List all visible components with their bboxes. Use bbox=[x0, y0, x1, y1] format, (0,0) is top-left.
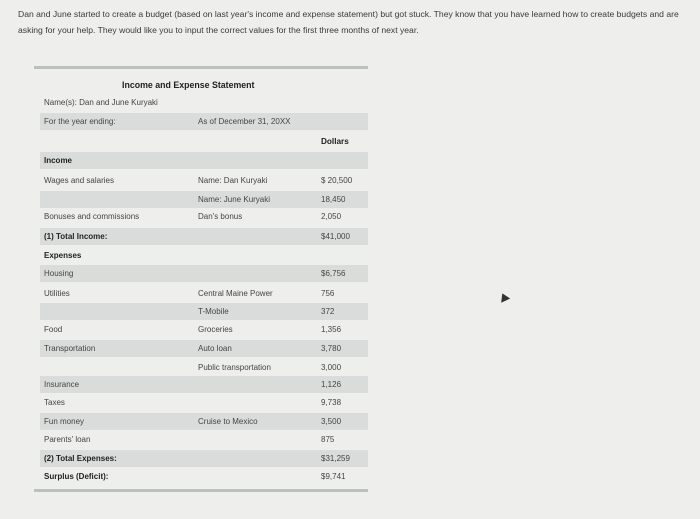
row-label: Taxes bbox=[44, 398, 65, 407]
row-label: Wages and salaries bbox=[44, 176, 114, 185]
statement-row bbox=[40, 431, 368, 448]
row-amount: $6,756 bbox=[321, 269, 346, 278]
row-detail: Cruise to Mexico bbox=[198, 417, 258, 426]
statement-row bbox=[40, 394, 368, 411]
row-detail: Central Maine Power bbox=[198, 289, 273, 298]
statement-row bbox=[40, 468, 368, 485]
row-amount: 3,000 bbox=[321, 363, 342, 372]
row-detail: Groceries bbox=[198, 325, 233, 334]
row-amount: 18,450 bbox=[321, 195, 346, 204]
instructions-text: Dan and June started to create a budget (based on last year's income and expense statement) but got stuck. They know that you have learned how to create budgets and are asking for your help. They would like you to input the correct values for the first three months of next year. bbox=[18, 9, 679, 35]
row-detail: Auto loan bbox=[198, 344, 232, 353]
statement-row bbox=[40, 228, 368, 245]
row-label: Bonuses and commissions bbox=[44, 212, 140, 221]
mouse-cursor-icon bbox=[498, 291, 510, 302]
bottom-divider bbox=[34, 489, 368, 492]
statement-title: Income and Expense Statement bbox=[122, 80, 255, 90]
row-amount: 875 bbox=[321, 435, 335, 444]
row-label: Transportation bbox=[44, 344, 96, 353]
row-amount: $41,000 bbox=[321, 232, 350, 241]
row-detail: Dan's bonus bbox=[198, 212, 243, 221]
row-label: Income bbox=[44, 156, 73, 165]
row-amount: $ 20,500 bbox=[321, 176, 353, 185]
statement-row bbox=[40, 359, 368, 376]
dollars-header: Dollars bbox=[321, 137, 349, 146]
row-label: Expenses bbox=[44, 251, 82, 260]
names-label: Name(s): Dan and June Kuryaki bbox=[44, 98, 158, 107]
row-amount: 1,126 bbox=[321, 380, 342, 389]
row-amount: 1,356 bbox=[321, 325, 342, 334]
row-amount: $31,259 bbox=[321, 454, 350, 463]
row-detail: Name: June Kuryaki bbox=[198, 195, 271, 204]
row-detail: T-Mobile bbox=[198, 307, 229, 316]
row-label: Insurance bbox=[44, 380, 80, 389]
row-label: Surplus (Deficit): bbox=[44, 472, 109, 481]
statement-row bbox=[40, 340, 368, 357]
row-detail: Public transportation bbox=[198, 363, 271, 372]
row-amount: 372 bbox=[321, 307, 335, 316]
statement-row bbox=[40, 285, 368, 302]
year-ending-value: As of December 31, 20XX bbox=[198, 117, 291, 126]
statement-row bbox=[40, 247, 368, 264]
statement-row bbox=[40, 152, 368, 169]
statement-row bbox=[40, 376, 368, 393]
row-amount: 3,500 bbox=[321, 417, 342, 426]
row-label: Food bbox=[44, 325, 63, 334]
statement-row bbox=[40, 450, 368, 467]
statement-row bbox=[40, 172, 368, 189]
row-label: Housing bbox=[44, 269, 74, 278]
row-label: (1) Total Income: bbox=[44, 232, 108, 241]
row-label: Utilities bbox=[44, 289, 70, 298]
row-amount: 2,050 bbox=[321, 212, 342, 221]
statement-row bbox=[40, 265, 368, 282]
row-amount: $9,741 bbox=[321, 472, 346, 481]
income-expense-statement bbox=[34, 66, 368, 496]
statement-row bbox=[40, 191, 368, 208]
statement-row bbox=[40, 303, 368, 320]
row-detail: Name: Dan Kuryaki bbox=[198, 176, 268, 185]
year-ending-label: For the year ending: bbox=[44, 117, 116, 126]
year-ending-row bbox=[40, 113, 368, 130]
row-label: Parents' loan bbox=[44, 435, 91, 444]
statement-row bbox=[40, 413, 368, 430]
row-amount: 3,780 bbox=[321, 344, 342, 353]
row-amount: 9,738 bbox=[321, 398, 342, 407]
statement-row bbox=[40, 321, 368, 338]
row-label: (2) Total Expenses: bbox=[44, 454, 117, 463]
row-label: Fun money bbox=[44, 417, 85, 426]
statement-row bbox=[40, 208, 368, 225]
top-divider bbox=[34, 66, 368, 69]
row-amount: 756 bbox=[321, 289, 335, 298]
